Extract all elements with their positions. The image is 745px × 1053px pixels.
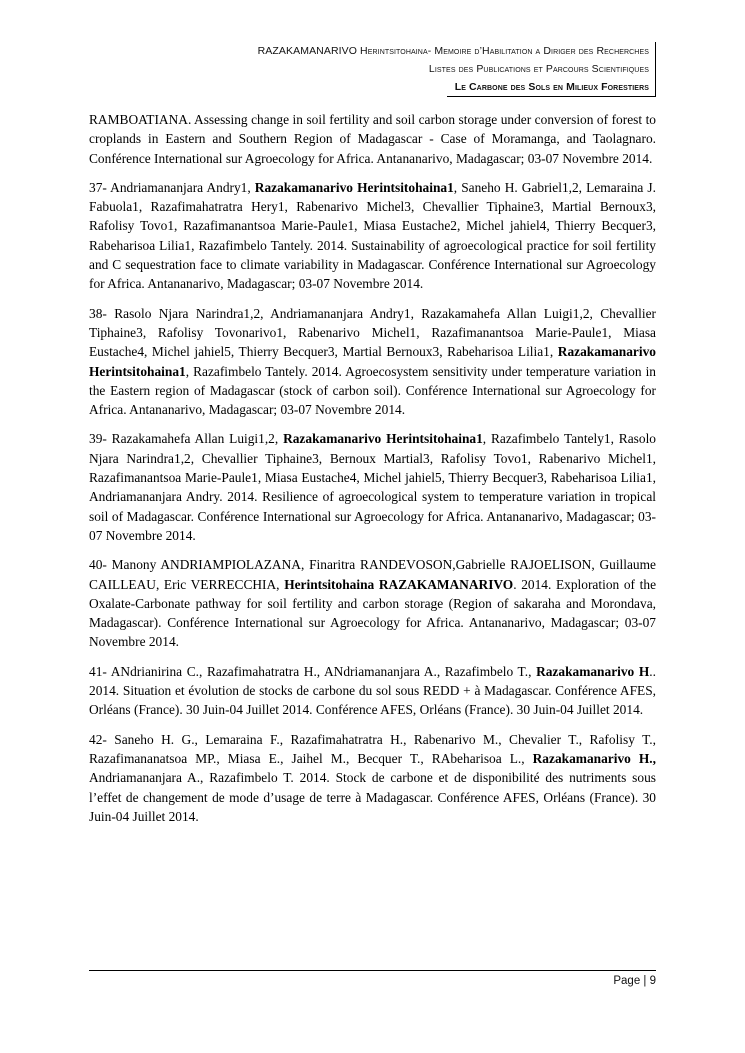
publication-entry: RAMBOATIANA. Assessing change in soil fertility and soil carbon storage under conversion of forest to croplands in Eastern and Southern Region of Madagascar - Case of Moramanga, and Taolagnaro. Conférence International sur Agroecology for Africa. Antananarivo, Madagascar; 03-07 Novembre 2014. (89, 112, 656, 166)
author-highlight: Herintsitohaina RAZAKAMANARIVO (284, 576, 514, 592)
author-highlight: Razakamanarivo Herintsitohaina1 (283, 431, 483, 447)
author-highlight: Razakamanarivo Herintsitohaina1 (89, 344, 656, 379)
footer-divider (89, 970, 656, 971)
header-section-title: Listes des Publications et Parcours Scientifiques (56, 60, 656, 78)
author-highlight: Razakamanarivo H (536, 663, 650, 679)
publication-entry: 41- ANdrianirina C., Razafimahatratra H., ANdriamananjara A., Razafimbelo T., Razakamanarivo H.. 2014. Situation et évolution de stocks de carbone du sol sous REDD + à Madagascar. Conférence AFES, Orléans (France). 30 Juin-04 Juillet 2014. Conférence AFES, Orléans (France). 30 Juin-04 Juillet 2014. (89, 663, 656, 718)
publication-entry: 37- Andriamananjara Andry1, Razakamanarivo Herintsitohaina1, Saneho H. Gabriel1,2, Lemaraina J. Fabuola1, Razafimahatratra Hery1, Rabenarivo Michel3, Chevallier Tiphaine3, Martial Bernoux3, Rafolisy Tovo1, Razafimanantsoa Marie-Paule1, Miasa Eustache2, Michel jahiel4, Thierry Becquer3, Rabeharisoa Lilia1, Razafimbelo Tantely. 2014. Sustainability of agroecological practice for soil fertility and C sequestration face to climate variability in Madagascar. Conférence International sur Agroecology for Africa. Antananarivo, Madagascar; 03-07 Novembre 2014. (89, 179, 656, 292)
page-number: Page | 9 (613, 975, 656, 987)
header-author-title: RAZAKAMANARIVO Herintsitohaina- Memoire d’Habilitation a Diriger des Recherches (56, 42, 656, 60)
author-highlight: Razakamanarivo Herintsitohaina1 (254, 179, 454, 195)
header-thesis-title: Le Carbone des Sols en Milieux Forestiers (447, 78, 656, 97)
author-highlight: Razakamanarivo H., (532, 750, 656, 766)
publication-entry: 39- Razakamahefa Allan Luigi1,2, Razakamanarivo Herintsitohaina1, Razafimbelo Tantely1, Rasolo Njara Narindra1,2, Chevallier Tiphaine3, Bernoux Martial3, Rafolisy Tovo1, Rabenarivo Michel1, Razafimanantsoa Marie-Paule1, Miasa Eustache4, Michel jahiel5, Thierry Becquer3, Rabeharisoa Lilia1, Andriamananjara Andry. 2014. Resilience of agroecological system to temperature variation in tropical soil of Madagascar. Conférence International sur Agroecology for Africa. Antananarivo, Madagascar; 03-07 Novembre 2014. (89, 431, 656, 543)
publication-entry: 42- Saneho H. G., Lemaraina F., Razafimahatratra H., Rabenarivo M., Chevalier T., Rafolisy T., Razafimananatsoa MP., Miasa E., Jaihel M., Becquer T., RAbeharisoa L., Razakamanarivo H., Andriamananjara A., Razafimbelo T. 2014. Stock de carbone et de disponibilité des nutriments sous l’effet de changement de mode d’usage de terre à Madagascar. Conférence AFES, Orléans (France). 30 Juin-04 Juillet 2014. (89, 731, 656, 824)
publication-entry: 40- Manony ANDRIAMPIOLAZANA, Finaritra RANDEVOSON,Gabrielle RAJOELISON, Guillaume CAILLEAU, Eric VERRECCHIA, Herintsitohaina RAZAKAMANARIVO. 2014. Exploration of the Oxalate-Carbonate pathway for soil fertility and carbon storage (Region of sakaraha and Morondava, Madagascar). Conférence International sur Agroecology for Africa. Antananarivo, Madagascar; 03-07 Novembre 2014. (89, 557, 657, 650)
running-header (56, 42, 656, 97)
publication-list (89, 110, 656, 836)
publication-entry: 38- Rasolo Njara Narindra1,2, Andriamananjara Andry1, Razakamahefa Allan Luigi1,2, Chevallier Tiphaine3, Rafolisy Tovonarivo1, Rabenarivo Michel1, Razafimanantsoa Marie-Paule1, Miasa Eustache4, Michel jahiel5, Thierry Becquer3, Martial Bernoux3, Rabeharisoa Lilia1, Razakamanarivo Herintsitohaina1, Razafimbelo Tantely. 2014. Agroecosystem sensitivity under temperature variation in the Eastern region of Madagascar (stock of carbon soil). Conférence International sur Agroecology for Africa. Antananarivo, Madagascar; 03-07 Novembre 2014. (89, 305, 656, 418)
